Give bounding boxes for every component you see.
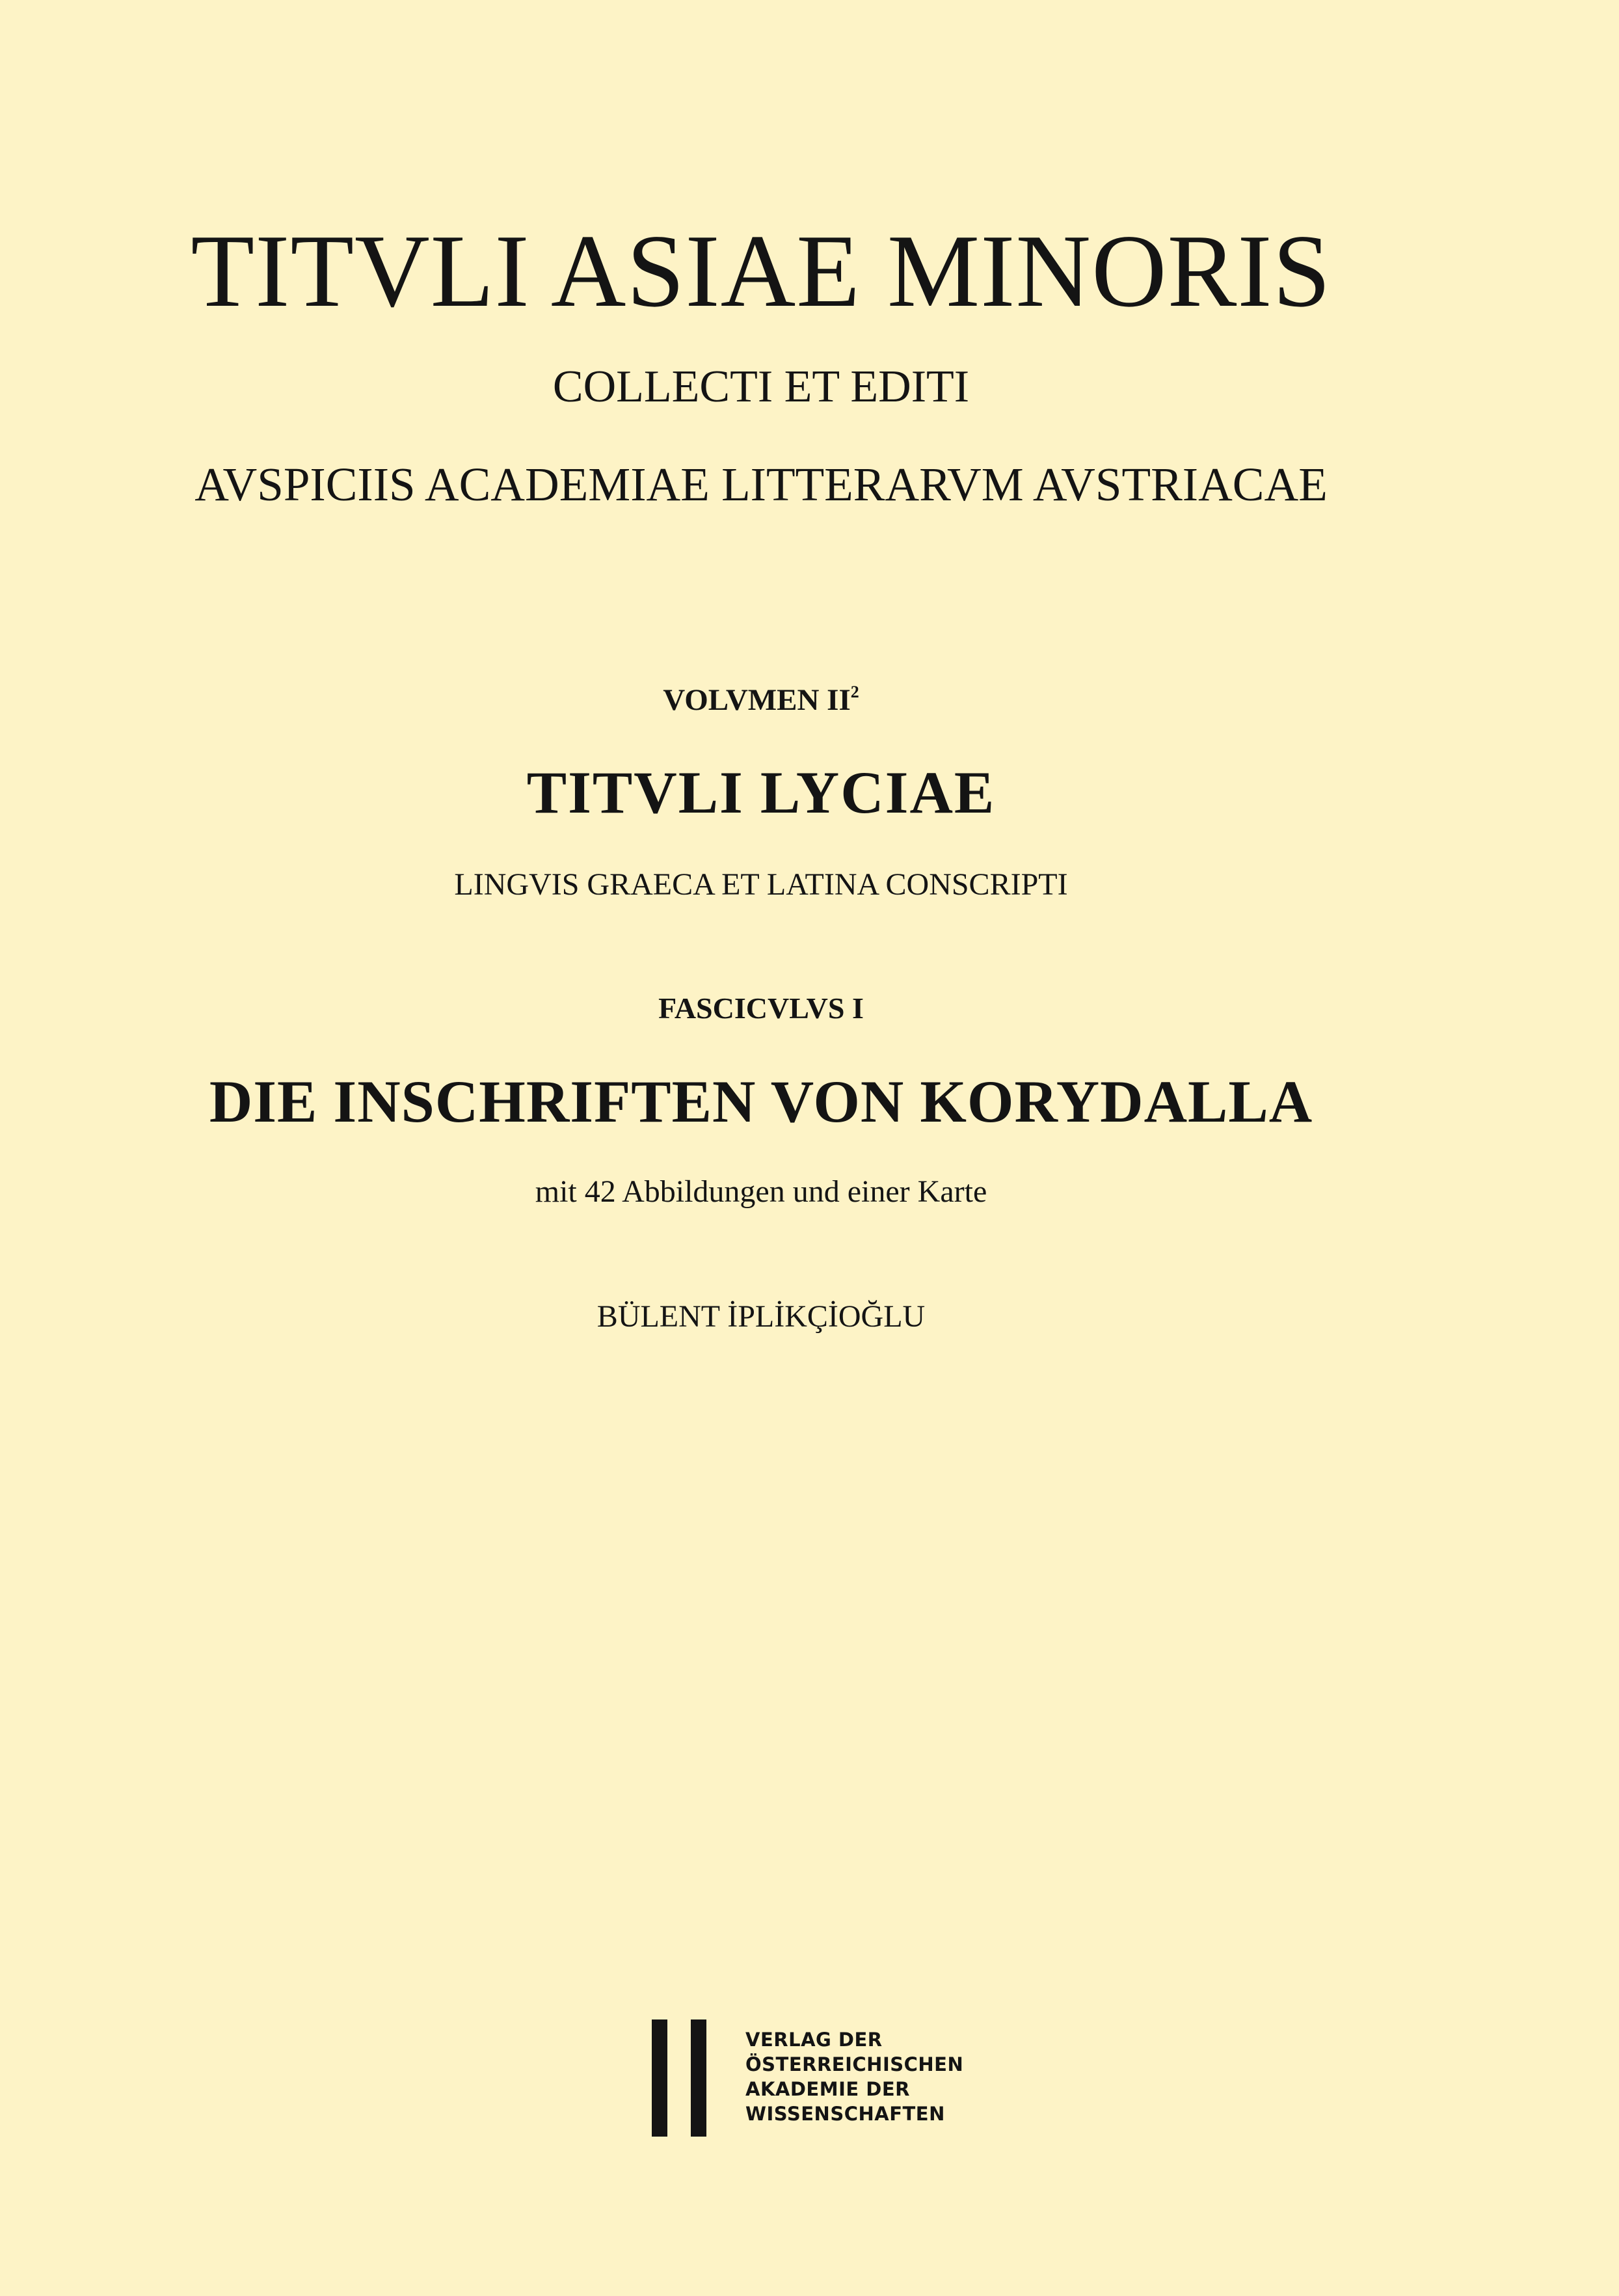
author-name: BÜLENT İPLİKÇİOĞLU [596, 1299, 926, 1334]
illustrations-note: mit 42 Abbildungen und einer Karte [535, 1174, 987, 1209]
volume-label-text: VOLVMEN II [663, 683, 851, 717]
fascicle-title: DIE INSCHRIFTEN VON KORYDALLA [209, 1068, 1313, 1135]
publisher-logo-bar-right [691, 2019, 706, 2137]
series-auspices: AVSPICIIS ACADEMIAE LITTERARVM AVSTRIACAE [194, 458, 1328, 511]
volume-edition-superscript: 2 [850, 682, 859, 701]
publisher-line: ÖSTERREICHISCHEN [745, 2053, 964, 2075]
volume-title: TITVLI LYCIAE [526, 759, 996, 826]
publisher-line: WISSENSCHAFTEN [745, 2103, 945, 2125]
volume-subtitle: LINGVIS GRAECA ET LATINA CONSCRIPTI [454, 867, 1068, 902]
volume-label [0, 682, 1522, 717]
publisher-logo-bar-left [652, 2019, 667, 2137]
publisher-name [745, 2027, 963, 2126]
publisher-line: VERLAG DER [745, 2029, 883, 2051]
series-title: TITVLI ASIAE MINORIS [191, 213, 1331, 329]
publisher-line: AKADEMIE DER [745, 2078, 911, 2100]
series-subtitle: COLLECTI ET EDITI [552, 362, 970, 412]
fascicle-label: FASCICVLVS I [658, 992, 864, 1025]
